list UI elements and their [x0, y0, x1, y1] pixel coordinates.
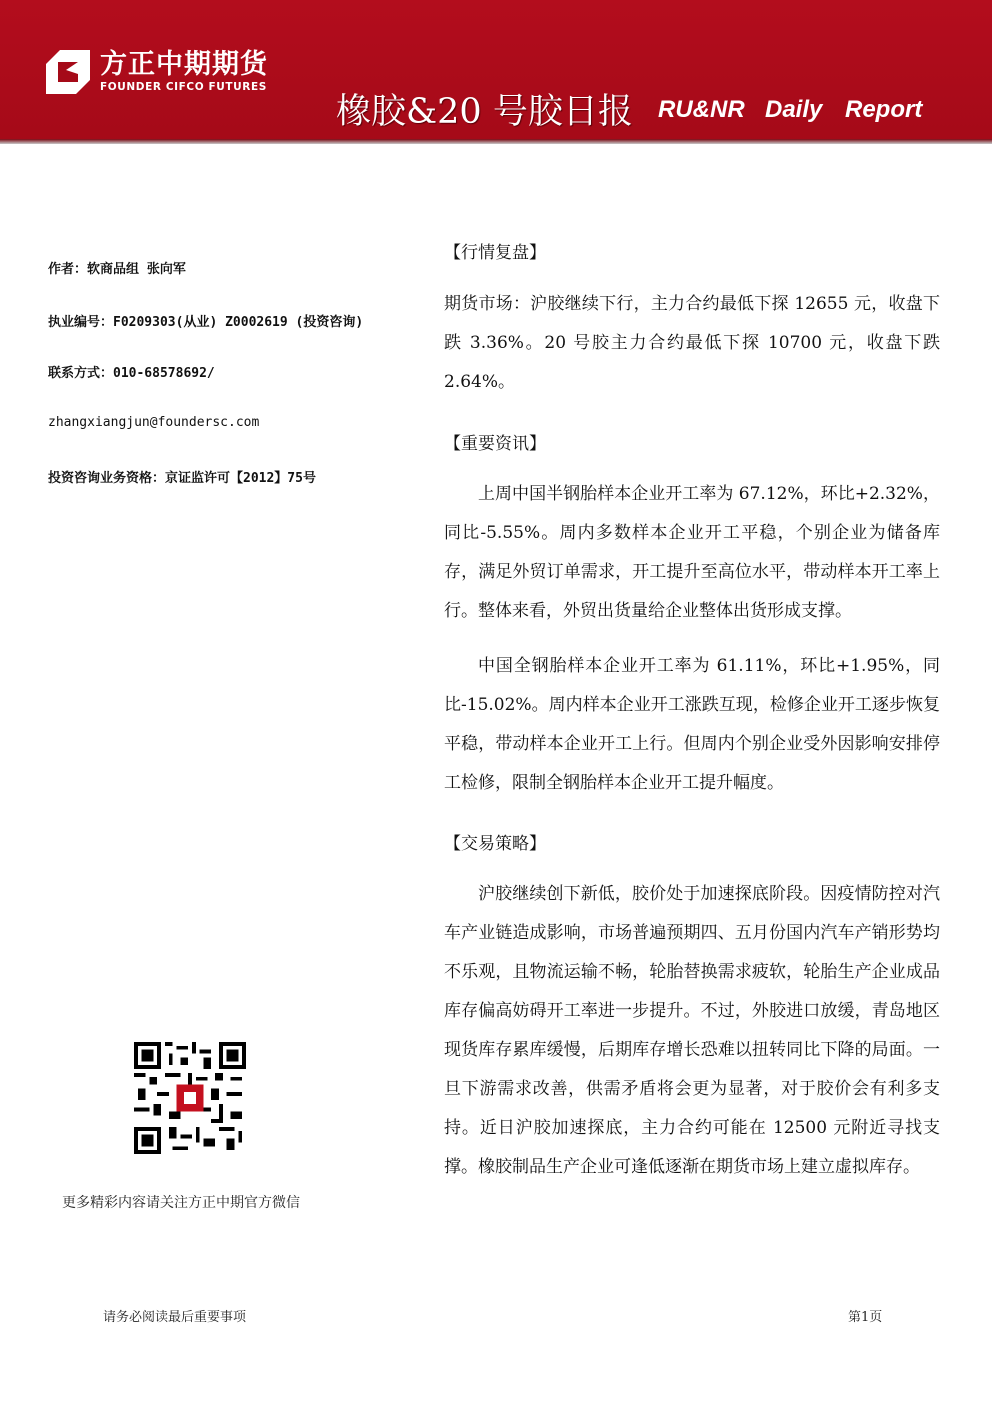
news-paragraph-2: 中国全钢胎样本企业开工率为 61.11%，环比+1.95%，同比-15.02%。周内样本企业开工涨跌互现，检修企业开工逐步恢复平稳，带动样本企业开工上行。但周内个别企业受外因影响安排停工检修，限制全钢胎样本企业开工提升幅度。	[444, 656, 940, 793]
news-paragraph-1: 上周中国半钢胎样本企业开工率为 67.12%，环比+2.32%，同比-5.55%。周内多数样本企业开工平稳，个别企业为储备库存，满足外贸订单需求，开工提升至高位水平，带动样本开工率上行。整体来看，外贸出货量给企业整体出货形成支撑。	[444, 484, 940, 621]
qualification-line: 投资咨询业务资格：京证监许可【2012】75号	[48, 471, 316, 486]
footer-notice: 请务必阅读最后重要事项	[103, 1310, 247, 1325]
section-title-news: 【重要资讯】	[444, 434, 546, 454]
brand-name-en: FOUNDER CIFCO FUTURES	[100, 81, 267, 93]
qr-caption: 更多精彩内容请关注方正中期官方微信	[62, 1195, 300, 1211]
brand-name-cn: 方正中期期货	[100, 49, 268, 80]
report-title-en-1: RU&NR	[658, 96, 745, 123]
market-review-paragraph: 期货市场：沪胶继续下行，主力合约最低下探 12655 元，收盘下跌 3.36%。20 号胶主力合约最低下探 10700 元，收盘下跌 2.64%。	[444, 294, 940, 392]
report-title-cn: 橡胶&20 号胶日报	[336, 92, 633, 132]
section-title-market-review: 【行情复盘】	[444, 243, 546, 263]
qr-code-icon[interactable]	[134, 1042, 246, 1154]
report-title-en-3: Report	[845, 96, 923, 123]
section-title-strategy: 【交易策略】	[444, 834, 546, 854]
contact-line: 联系方式：010-68578692/	[48, 366, 215, 381]
header-divider	[0, 139, 992, 144]
strategy-paragraph: 沪胶继续创下新低，胶价处于加速探底阶段。因疫情防控对汽车产业链造成影响，市场普遍预期四、五月份国内汽车产销形势均不乐观，且物流运输不畅，轮胎替换需求疲软，轮胎生产企业成品库存偏高妨碍开工率进一步提升。不过，外胶进口放缓，青岛地区现货库存累库缓慢，后期库存增长恐难以扭转同比下降的局面。一旦下游需求改善，供需矛盾将会更为显著，对于胶价会有利多支持。近日沪胶加速探底，主力合约可能在 12500 元附近寻找支撑。橡胶制品生产企业可逢低逐渐在期货市场上建立虚拟库存。	[444, 884, 940, 1177]
license-line: 执业编号：F0209303(从业) Z0002619 (投资咨询)	[48, 315, 364, 330]
report-title-en-2: Daily	[765, 96, 823, 123]
page-number: 第1页	[848, 1310, 883, 1325]
author-line: 作者：软商品组 张向军	[48, 262, 186, 277]
email-line: zhangxiangjun@foundersc.com	[48, 415, 260, 430]
report-header	[0, 0, 992, 142]
founder-logo-icon	[40, 44, 96, 100]
